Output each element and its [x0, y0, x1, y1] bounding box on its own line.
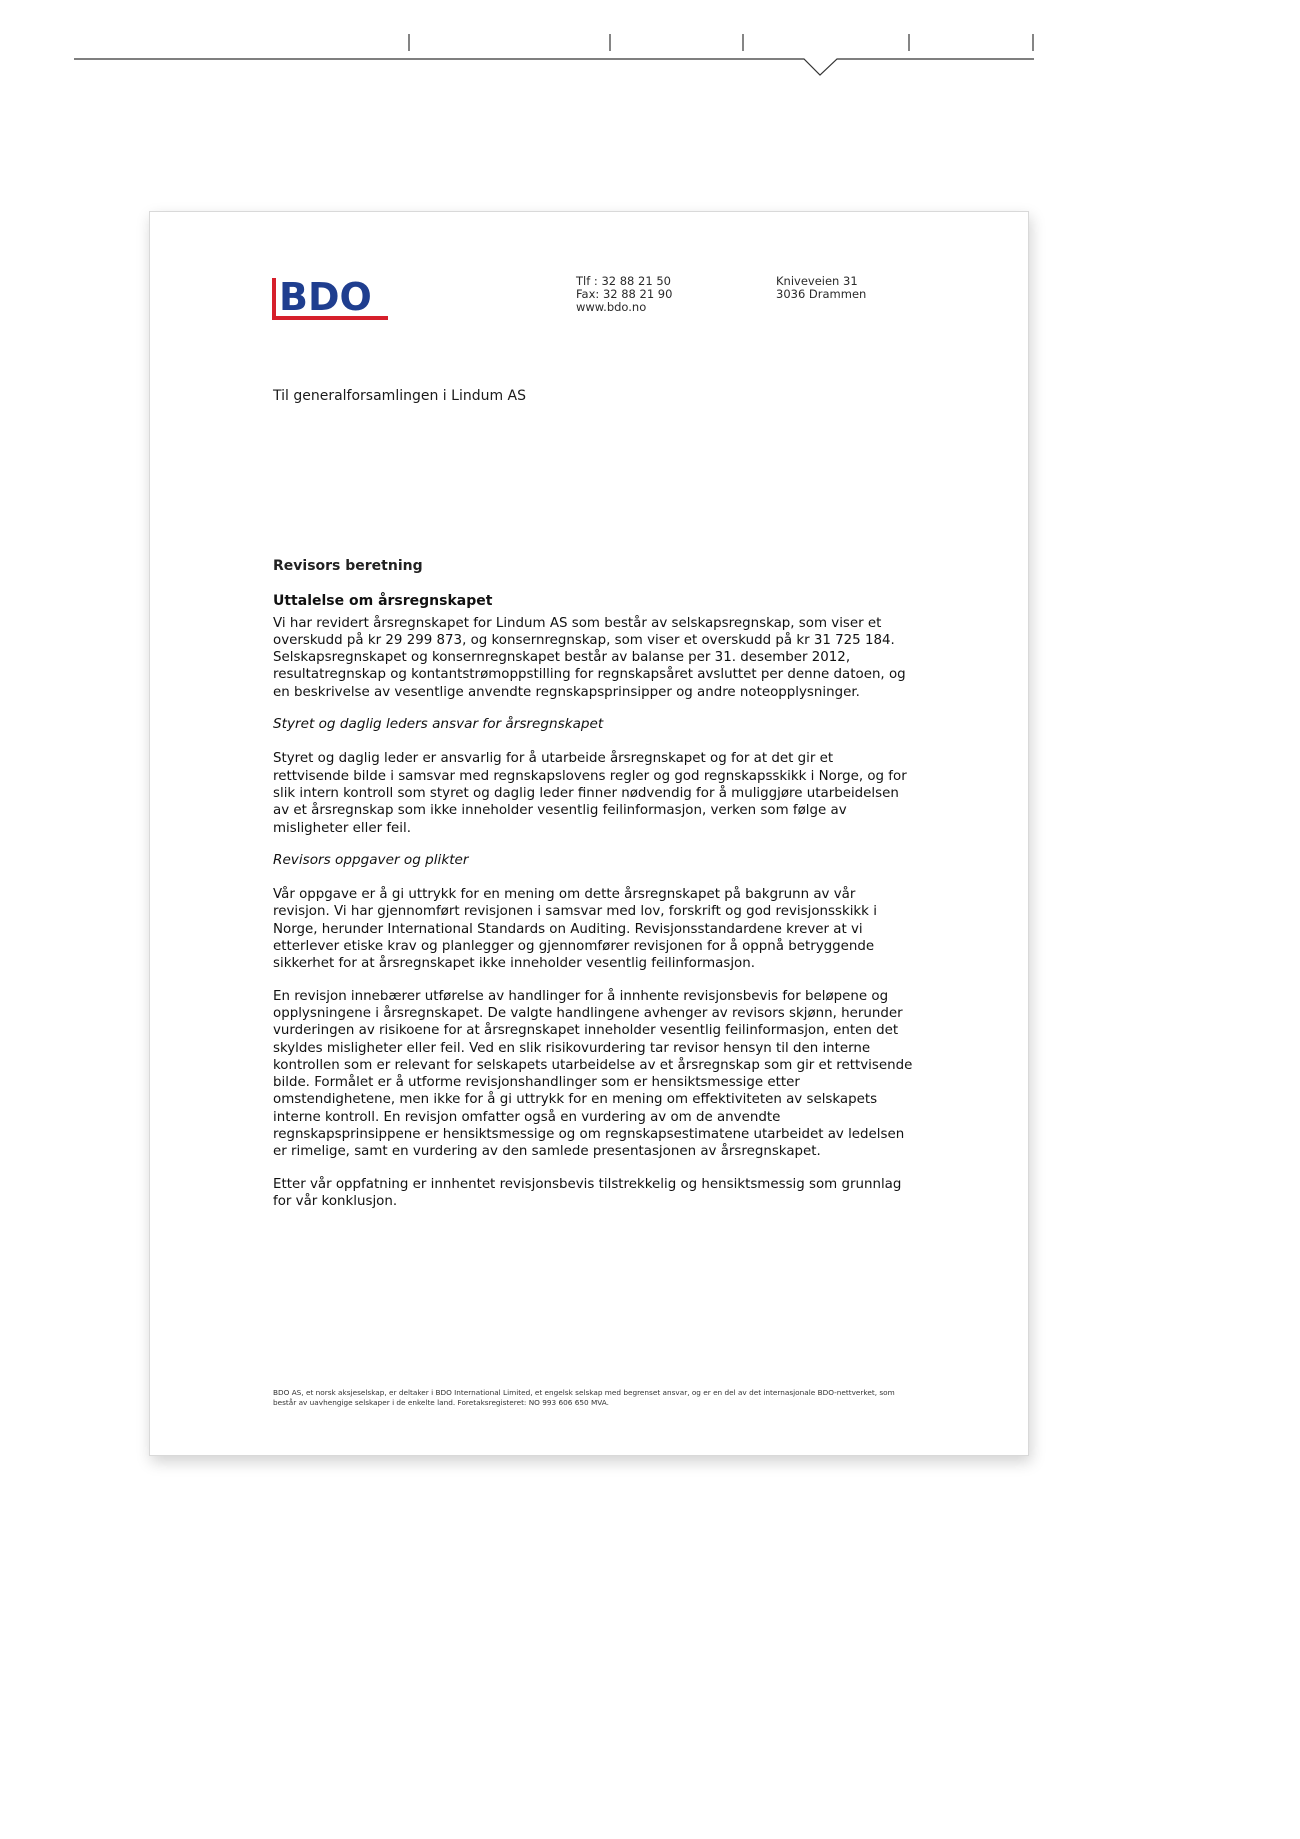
phone-number: Tlf : 32 88 21 50 [576, 274, 671, 288]
section-heading: Uttalelse om årsregnskapet [273, 593, 493, 610]
page-ruler [0, 0, 1100, 80]
address [776, 275, 866, 301]
board-responsibility-paragraph: Styret og daglig leder er ansvarlig for å utarbeide årsregnskapet og for at det gir et rettvisende bilde i samsvar med regnskapslovens regler og god regnskapsskikk i Norge, og for slik intern kontroll som styret og daglig leder finner nødvendig for å muliggjøre utarbeidelsen av et årsregnskap som ikke inneholder vesentlig feilinformasjon, verken som følge av misligheter eller feil. [273, 751, 907, 836]
ruler-baseline-with-notch [74, 59, 1034, 75]
report-body [273, 558, 913, 1225]
fax-number: Fax: 32 88 21 90 [576, 287, 673, 301]
auditor-duties-paragraph-1: Vår oppgave er å gi uttrykk for en mening om dette årsregnskapet på bakgrunn av vår revisjon. Vi har gjennomført revisjonen i samsvar med lov, forskrift og god revisjonsskikk i Norge, herunder International Standards on Auditing. Revisjonsstandardene krever at vi etterlever etiske krav og planlegger og gjennomfører revisjonen for å oppnå betryggende sikkerhet for at årsregnskapet ikke inneholder vesentlig feilinformasjon. [273, 887, 877, 972]
board-responsibility-heading: Styret og daglig leders ansvar for årsregnskapet [273, 716, 604, 733]
recipient-line: Til generalforsamlingen i Lindum AS [273, 388, 527, 404]
auditor-duties-heading: Revisors oppgaver og plikter [273, 851, 469, 868]
website: www.bdo.no [576, 300, 647, 314]
scanned-letter-page [149, 211, 1029, 1456]
report-title: Revisors beretning [273, 558, 423, 574]
auditor-duties-paragraph-2: En revisjon innebærer utførelse av handlinger for å innhente revisjonsbevis for beløpene og opplysningene i årsregnskapet. De valgte handlingene avhenger av revisors skjønn, herunder vurderingen av risikoene for at årsregnskapet inneholder vesentlig feilinformasjon, enten det skyldes misligheter eller feil. Ved en slik risikovurdering tar revisor hensyn til den interne kontrollen som er relevant for selskapets utarbeidelse av et årsregnskap som gir et rettvisende bilde. Formålet er å utforme revisjonshandlinger som er hensiktsmessige etter omstendighetene, men ikke for å gi uttrykk for en mening om effektiviteten av selskapets interne kontroll. En revisjon omfatter også en vurdering av om de anvendte regnskapsprinsippene er hensiktsmessige og om regnskapsestimatene utarbeidet av ledelsen er rimelige, samt en vurdering av den samlede presentasjonen av årsregnskapet. [273, 988, 913, 1160]
street-address: Kniveveien 31 [776, 274, 858, 288]
city-address: 3036 Drammen [776, 287, 867, 301]
contact-info [576, 275, 672, 314]
auditor-duties-paragraph-3: Etter vår oppfatning er innhentet revisjonsbevis tilstrekkelig og hensiktsmessig som grunnlag for vår konklusjon. [273, 1176, 902, 1209]
legal-footer: BDO AS, et norsk aksjeselskap, er deltaker i BDO International Limited, et engelsk selskap med begrenset ansvar, og er en del av det internasjonale BDO-nettverket, som består av uavhengige selskaper i de enkelte land. Foretaksregisteret: NO 993 606 650 MVA. [273, 1388, 895, 1407]
bdo-logo [272, 274, 390, 324]
intro-paragraph: Vi har revidert årsregnskapet for Lindum AS som består av selskapsregnskap, som viser et overskudd på kr 29 299 873, og konsernregnskap, som viser et overskudd på kr 31 725 184. Selskapsregnskapet og konsernregnskapet består av balanse per 31. desember 2012, resultatregnskap og kontantstrømoppstilling for regnskapsåret avsluttet per denne datoen, og en beskrivelse av vesentlige anvendte regnskapsprinsipper og andre noteopplysninger. [273, 615, 906, 700]
bdo-logo-text: BDO [279, 275, 372, 319]
